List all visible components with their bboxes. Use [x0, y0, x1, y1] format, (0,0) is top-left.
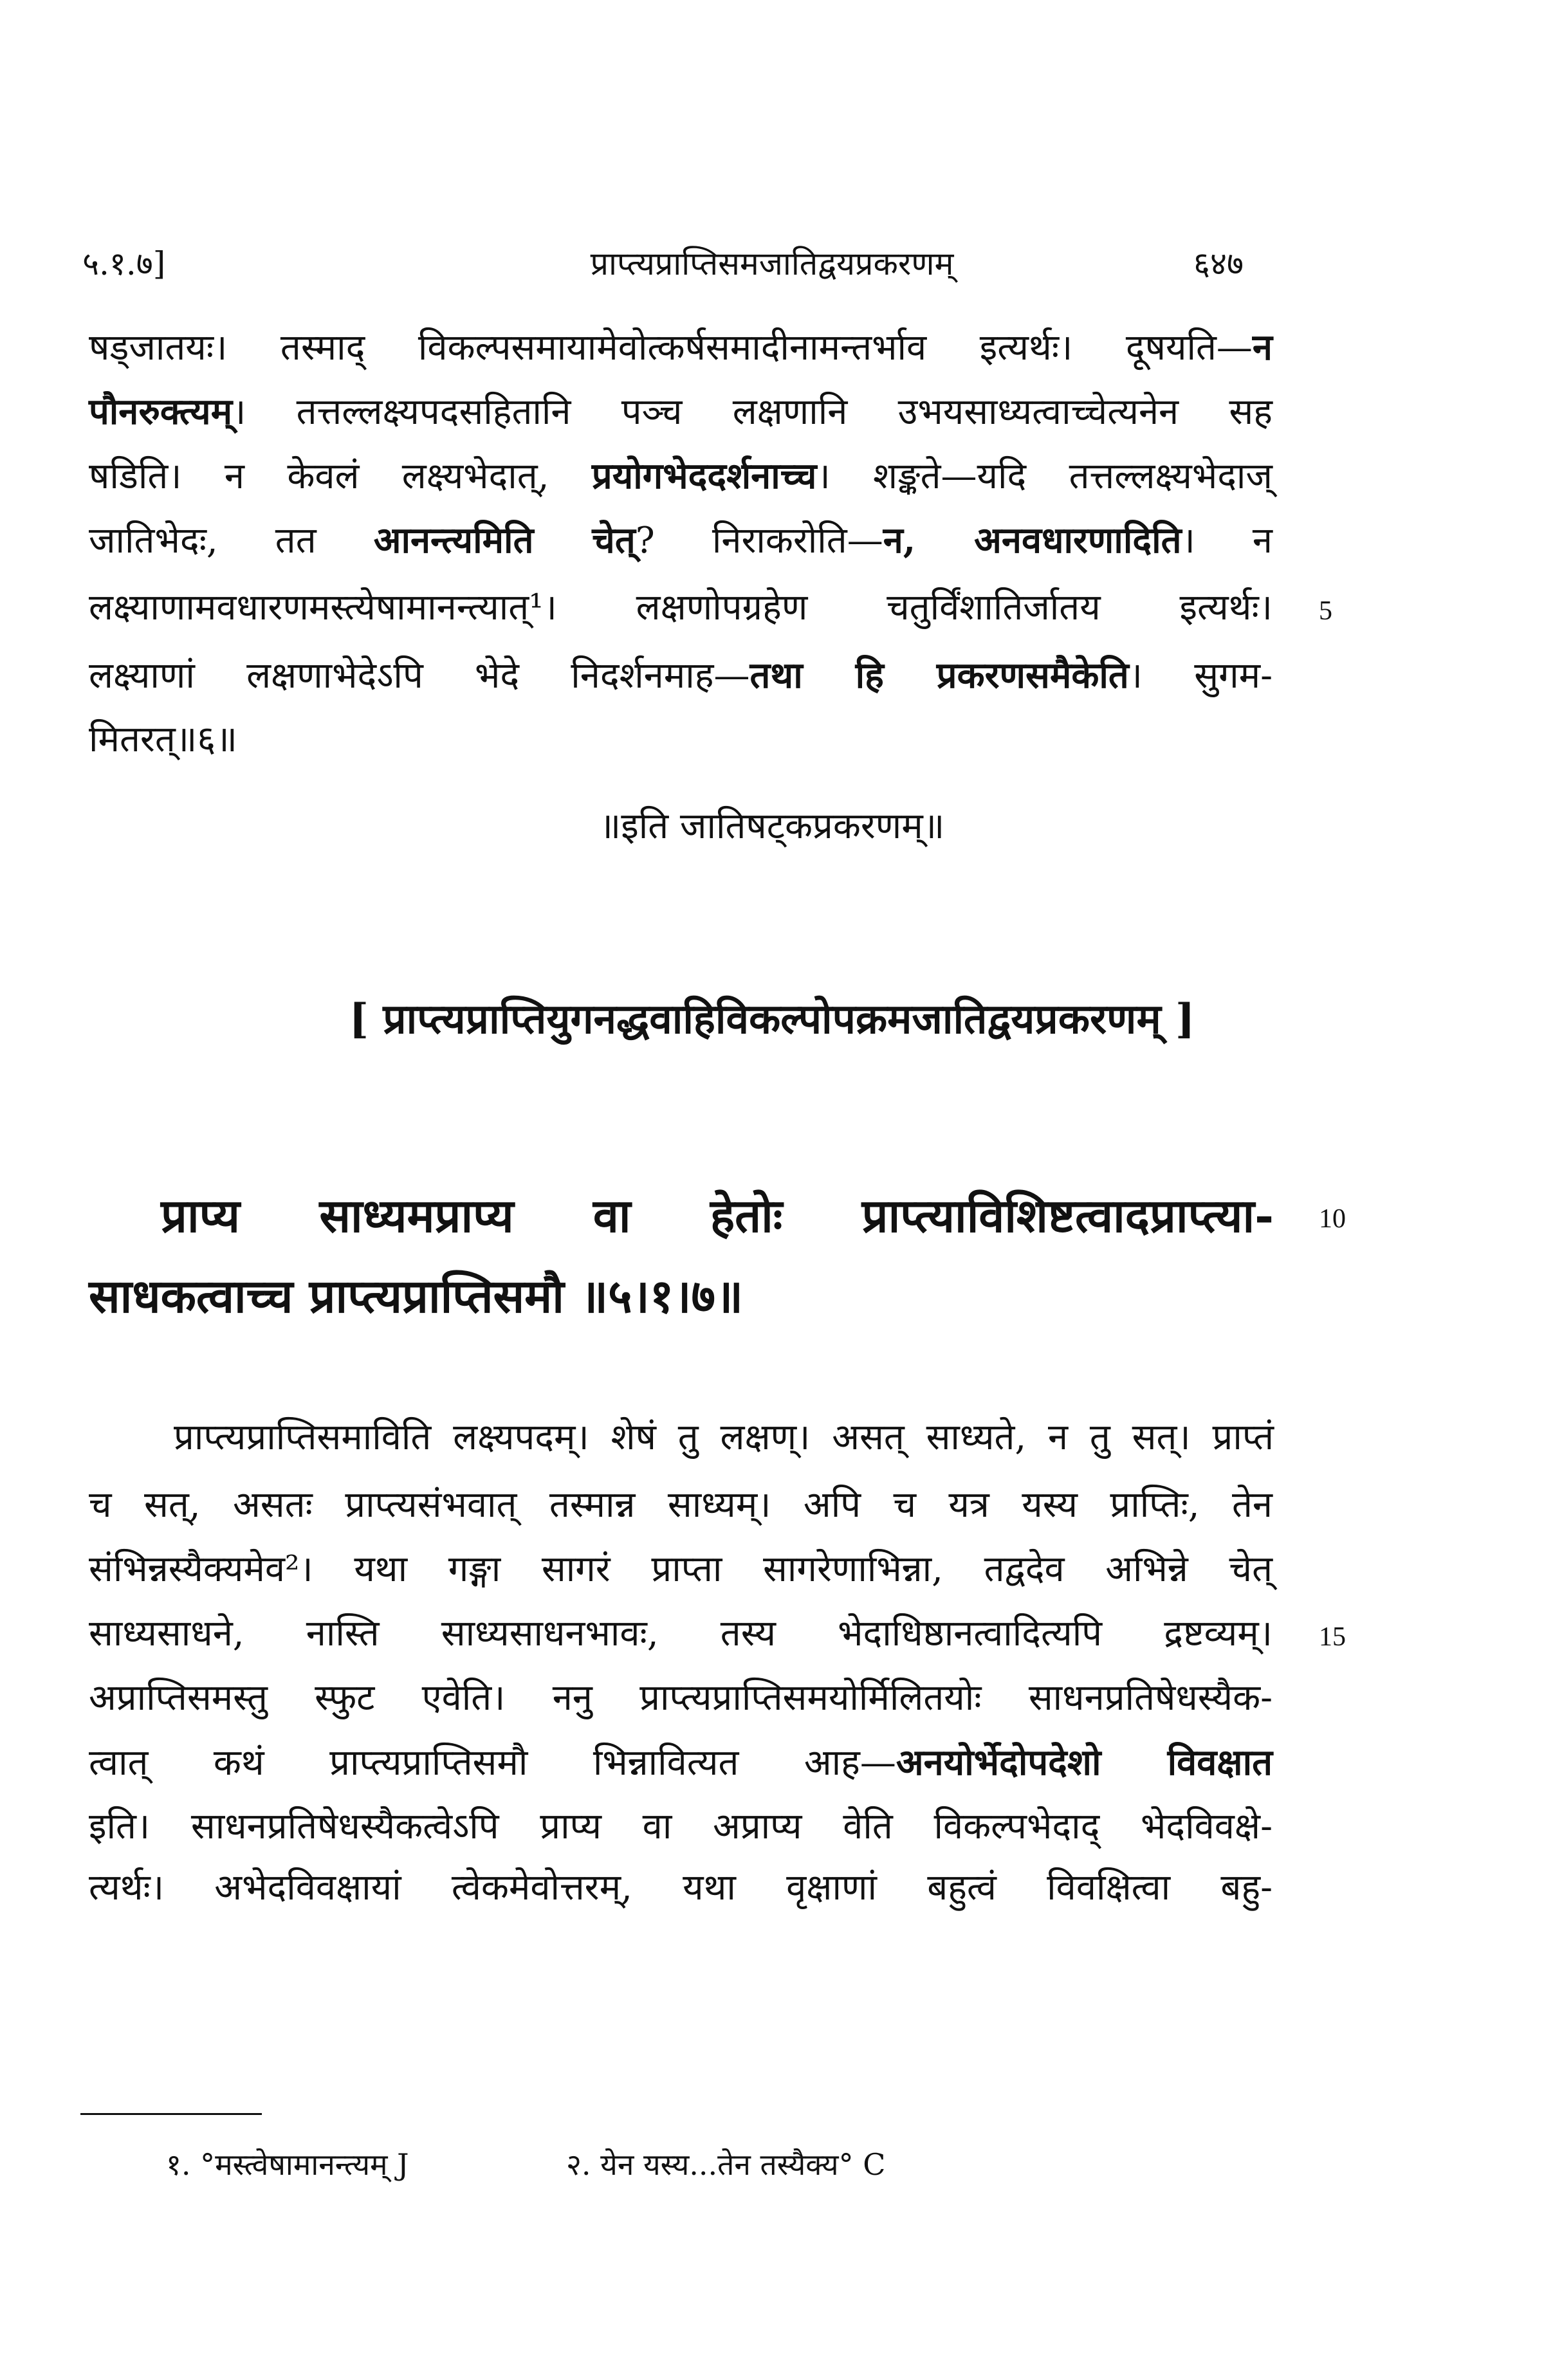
- text-segment: । शङ्कते—यदि तत्तल्लक्ष्यभेदाज्: [816, 455, 1273, 497]
- text-line: [89, 1672, 1273, 1724]
- footnote-2: २. येन यस्य...तेन तस्यैक्य° C: [566, 2147, 886, 2182]
- text-segment: अप्राप्तिसमस्तु स्फुट एवेति। ननु प्राप्त्यप्राप्तिसमयोर्मिलितयोः साधनप्रतिषेधस्यैक-: [89, 1677, 1273, 1719]
- text-line: [89, 450, 1273, 502]
- bold-phrase: आनन्त्यमिति चेत्: [373, 519, 636, 562]
- line-number: 10: [1319, 1204, 1346, 1234]
- text-segment: मितरत्॥६॥: [89, 719, 237, 760]
- text-line: [89, 1544, 1273, 1595]
- text-line: [89, 650, 1273, 702]
- footnote-1: १. °मस्त्वेषामानन्त्यम् J: [166, 2147, 409, 2182]
- text-line: [89, 515, 1273, 567]
- footnote-rule: [80, 2113, 262, 2115]
- text-segment: लक्ष्याणां लक्षणाभेदेऽपि भेदे निदर्शनमाह—: [89, 655, 750, 697]
- text-line: [89, 1737, 1273, 1789]
- text-segment: जातिभेदः, तत: [89, 520, 374, 562]
- header-section-number: ५.१.७]: [82, 245, 166, 282]
- text-segment: । तत्तल्लक्ष्यपदसहितानि पञ्च लक्षणानि उभयसाध्यत्वाच्चेत्यनेन सह: [232, 391, 1273, 433]
- line-number: 5: [1319, 596, 1332, 626]
- section-end-line: ॥इति जातिषट्कप्रकरणम्॥: [599, 805, 945, 847]
- text-line: [89, 582, 1273, 634]
- text-segment: । सुगम-: [1128, 655, 1273, 697]
- text-line: [89, 1479, 1273, 1531]
- text-segment: इति। साधनप्रतिषेधस्यैकत्वेऽपि प्राप्य वा अप्राप्य वेति विकल्पभेदाद् भेदविवक्षे-: [89, 1806, 1273, 1847]
- text-line: [89, 322, 1273, 374]
- header-page-number: ६४७: [1193, 245, 1244, 282]
- text-segment: । न: [1181, 520, 1273, 562]
- bold-phrase: न: [1252, 326, 1273, 369]
- bold-phrase: तथा हि प्रकरणसमैकेति: [749, 654, 1129, 697]
- text-segment: त्यर्थः। अभेदविवक्षायां त्वेकमेवोत्तरम्, यथा वृक्षाणां बहुत्वं विवक्षित्वा बहु-: [89, 1867, 1273, 1909]
- text-line: [89, 386, 1273, 438]
- text-line: [89, 1801, 1273, 1853]
- text-segment: लक्ष्याणामवधारणमस्त्येषामानन्त्यात्¹। लक्षणोपग्रहेण चतुर्विंशातिर्जातय इत्यर्थः।: [89, 587, 1273, 628]
- section-heading: [ प्राप्त्यप्राप्तियुगनद्धवाहिविकल्पोपक्रमजातिद्वयप्रकरणम् ]: [349, 995, 1195, 1043]
- line-number: 15: [1319, 1622, 1346, 1652]
- text-segment: षड्जातयः। तस्माद् विकल्पसमायामेवोत्कर्षसमादीनामन्तर्भाव इत्यर्थः। दूषयति—: [89, 327, 1253, 369]
- text-segment: च सत्, असतः प्राप्त्यसंभवात् तस्मान्न साध्यम्। अपि च यत्र यस्य प्राप्तिः, तेन: [89, 1484, 1273, 1526]
- bold-phrase: पौनरुक्त्यम्: [89, 390, 233, 433]
- bold-phrase: न, अनवधारणादिति: [883, 519, 1182, 562]
- header-title: प्राप्त्यप्राप्तिसमजातिद्वयप्रकरणम्: [590, 245, 954, 282]
- bold-phrase: प्रयोगभेददर्शनाच्च: [591, 455, 817, 497]
- text-segment: षडिति। न केवलं लक्ष्यभेदात्,: [89, 455, 592, 497]
- text-segment: प्राप्त्यप्राप्तिसमाविति लक्ष्यपदम्। शेषं तु लक्षण्। असत् साध्यते, न तु सत्। प्राप्तं: [174, 1416, 1274, 1458]
- bold-phrase: अनयोर्भेदोपदेशो विवक्षात: [896, 1741, 1273, 1784]
- text-segment: संभिन्नस्यैक्यमेव²। यथा गङ्गा सागरं प्राप्ता सागरेणाभिन्ना, तद्वदेव अभिन्ने चेत्: [89, 1548, 1273, 1590]
- text-line: [89, 1862, 1273, 1914]
- sutra-line-2: साधकत्वाच्च प्राप्त्यप्राप्तिसमौ ॥५।१।७॥: [89, 1268, 744, 1323]
- text-line: [89, 1608, 1273, 1660]
- text-segment: ? निराकरोति—: [635, 520, 883, 562]
- text-line: [89, 714, 1273, 765]
- text-segment: साध्यसाधने, नास्ति साध्यसाधनभावः, तस्य भेदाधिष्ठानत्वादित्यपि द्रष्टव्यम्।: [89, 1613, 1273, 1654]
- text-segment: त्वात् कथं प्राप्त्यप्राप्तिसमौ भिन्नावित्यत आह—: [89, 1742, 896, 1784]
- sutra-line-1: प्राप्य साध्यमप्राप्य वा हेतोः प्राप्त्याविशिष्टत्वादप्राप्त्या-: [161, 1188, 1274, 1243]
- text-line: [174, 1412, 1274, 1463]
